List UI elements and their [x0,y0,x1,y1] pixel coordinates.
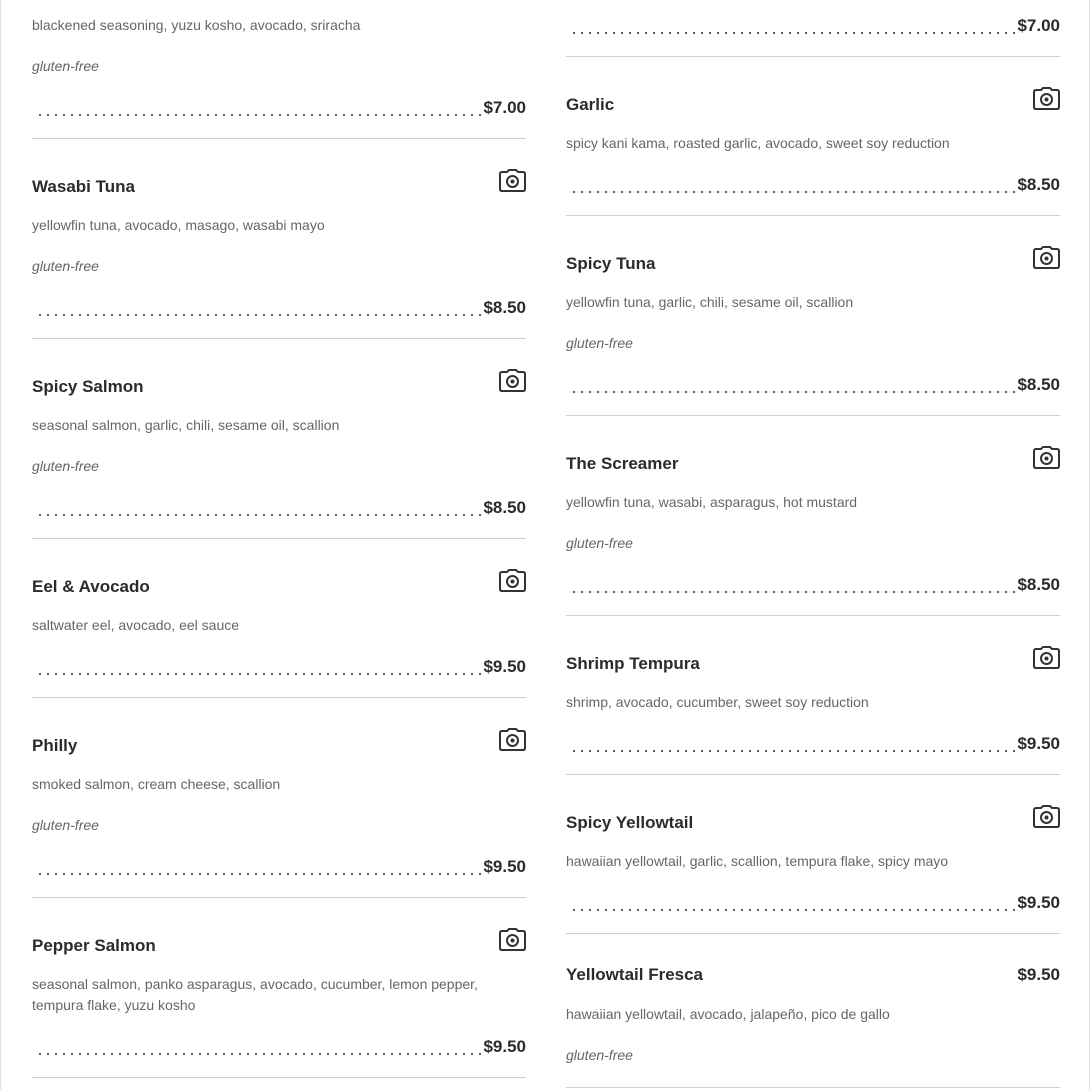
camera-icon[interactable] [1033,87,1060,110]
price-line [32,656,526,678]
item-description: yellowfin tuna, avocado, masago, wasabi mayo [32,217,325,233]
item-name: Garlic [566,95,615,114]
item-name: Pepper Salmon [32,936,156,955]
menu-item[interactable] [566,57,1060,216]
menu-item[interactable] [566,616,1060,775]
item-description: yellowfin tuna, wasabi, asparagus, hot mustard [566,494,858,510]
item-name: Yellowtail Fresca [566,965,704,984]
item-name: Spicy Salmon [32,377,144,396]
dot-leader [36,660,481,676]
camera-icon[interactable] [499,728,526,751]
item-name: Spicy Yellowtail [566,813,694,832]
menu-item[interactable] [32,539,526,698]
menu-item[interactable] [32,698,526,898]
price-line [566,174,1060,196]
menu-item[interactable] [32,0,526,139]
item-price: $9.50 [483,657,526,676]
price-line [32,297,526,319]
dot-leader [36,101,481,117]
camera-icon[interactable] [499,169,526,192]
camera-icon[interactable] [1033,805,1060,828]
price-line [32,497,526,519]
menu-item[interactable] [32,339,526,539]
item-description: shrimp, avocado, cucumber, sweet soy reduction [566,694,869,710]
item-name: Wasabi Tuna [32,177,135,196]
item-description: saltwater eel, avocado, eel sauce [32,617,240,633]
gluten-free-tag: gluten-free [566,335,633,351]
menu-item[interactable] [566,775,1060,934]
camera-icon[interactable] [499,928,526,951]
gluten-free-tag: gluten-free [32,258,99,274]
gluten-free-tag: gluten-free [32,458,99,474]
menu-item[interactable] [566,216,1060,416]
item-description: seasonal salmon, panko asparagus, avocado, cucumber, lemon pepper, tempura flake, yuzu kosho [32,976,478,1013]
dot-leader [36,860,481,876]
item-description: smoked salmon, cream cheese, scallion [32,776,281,792]
item-price: $9.50 [1017,734,1060,753]
item-price: $8.50 [1017,175,1060,194]
dot-leader [570,737,1015,753]
item-description: seasonal salmon, garlic, chili, sesame oil, scallion [32,417,340,433]
menu-item[interactable] [566,0,1060,57]
menu-item[interactable] [32,898,526,1078]
item-price: $9.50 [483,1037,526,1056]
gluten-free-tag: gluten-free [32,58,99,74]
dot-leader [570,578,1015,594]
item-description: hawaiian yellowtail, garlic, scallion, tempura flake, spicy mayo [566,853,949,869]
price-line [32,97,526,119]
gluten-free-tag: gluten-free [566,1047,633,1063]
item-price: $9.50 [483,857,526,876]
item-name: The Screamer [566,454,679,473]
item-description: hawaiian yellowtail, avocado, jalapeño, pico de gallo [566,1006,890,1022]
item-name: Shrimp Tempura [566,654,700,673]
item-price: $7.00 [1017,16,1060,35]
price-line [566,15,1060,37]
item-price: $8.50 [1017,375,1060,394]
dot-leader [36,301,481,317]
dot-leader [570,178,1015,194]
item-price: $9.50 [1017,893,1060,912]
item-description: spicy kani kama, roasted garlic, avocado, sweet soy reduction [566,135,950,151]
price-line [566,733,1060,755]
camera-icon[interactable] [1033,246,1060,269]
dot-leader [570,896,1015,912]
item-description: yellowfin tuna, garlic, chili, sesame oil, scallion [566,294,854,310]
item-price: $8.50 [483,498,526,517]
item-name: Eel & Avocado [32,577,150,596]
price-line [566,574,1060,596]
dot-leader [36,501,481,517]
menu-item[interactable] [566,934,1060,1088]
menu-item[interactable] [566,416,1060,616]
item-price: $7.00 [483,98,526,117]
camera-icon[interactable] [1033,446,1060,469]
dot-leader [36,1040,481,1056]
item-name: Philly [32,736,78,755]
item-name: Spicy Tuna [566,254,656,273]
item-price: $9.50 [1017,965,1060,984]
price-line [566,374,1060,396]
gluten-free-tag: gluten-free [32,817,99,833]
dot-leader [570,378,1015,394]
camera-icon[interactable] [499,369,526,392]
item-price: $8.50 [483,298,526,317]
price-line [32,856,526,878]
item-price: $8.50 [1017,575,1060,594]
price-line [566,892,1060,914]
price-line [32,1036,526,1058]
item-description: blackened seasoning, yuzu kosho, avocado, sriracha [32,17,361,33]
dot-leader [570,19,1015,35]
menu-item[interactable] [32,139,526,339]
gluten-free-tag: gluten-free [566,535,633,551]
camera-icon[interactable] [499,569,526,592]
camera-icon[interactable] [1033,646,1060,669]
